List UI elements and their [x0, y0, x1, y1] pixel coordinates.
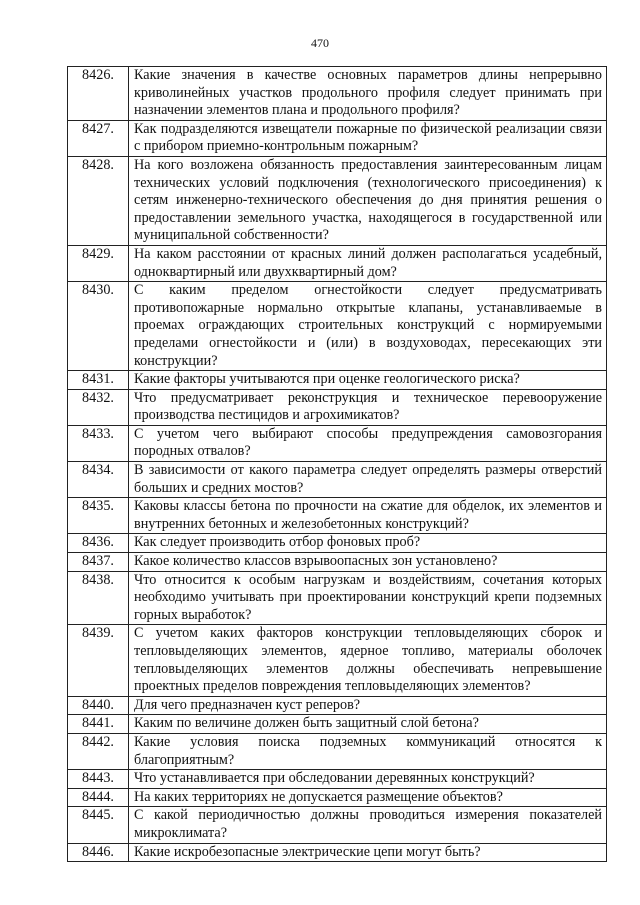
- table-row: [68, 534, 607, 553]
- question-text: На каком расстоянии от красных линий должен располагаться усадебный, одноквартирный или двухквартирный дом?: [129, 245, 607, 281]
- question-text: Для чего предназначен куст реперов?: [129, 696, 607, 715]
- table-row: [68, 571, 607, 625]
- question-number: 8443.: [68, 770, 129, 789]
- page-number: 470: [311, 36, 329, 50]
- questions-table-body: [68, 67, 607, 862]
- question-number: 8430.: [68, 282, 129, 371]
- question-text: Как следует производить отбор фоновых проб?: [129, 534, 607, 553]
- table-row: [68, 498, 607, 534]
- question-text: С учетом чего выбирают способы предупреждения самовозгорания породных отвалов?: [129, 425, 607, 461]
- question-text: С учетом каких факторов конструкции тепловыделяющих сборок и тепловыделяющих элементов, ядерное топливо, материалы оболочек тепловыделяющих элементов должны обеспечивать непревышение проектных пределов повреждения тепловыделяющих элементов?: [129, 625, 607, 696]
- question-text: Как подразделяются извещатели пожарные по физической реализации связи с прибором приемно-контрольным пожарным?: [129, 120, 607, 156]
- question-number: 8444.: [68, 788, 129, 807]
- question-number: 8438.: [68, 571, 129, 625]
- question-text: В зависимости от какого параметра следует определять размеры отверстий больших и средних мостов?: [129, 462, 607, 498]
- table-row: [68, 389, 607, 425]
- table-row: [68, 425, 607, 461]
- question-number: 8427.: [68, 120, 129, 156]
- question-number: 8428.: [68, 156, 129, 245]
- question-text: Что предусматривает реконструкция и техническое перевооружение производства пестицидов и агрохимикатов?: [129, 389, 607, 425]
- question-text: Какие факторы учитываются при оценке геологического риска?: [129, 371, 607, 390]
- question-number: 8437.: [68, 553, 129, 572]
- question-number: 8436.: [68, 534, 129, 553]
- table-row: [68, 770, 607, 789]
- question-text: Какие искробезопасные электрические цепи могут быть?: [129, 843, 607, 862]
- question-text: Какие условия поиска подземных коммуникаций относятся к благоприятным?: [129, 733, 607, 769]
- table-row: [68, 282, 607, 371]
- table-row: [68, 120, 607, 156]
- table-row: [68, 807, 607, 843]
- questions-table: [67, 66, 607, 862]
- table-row: [68, 788, 607, 807]
- question-number: 8433.: [68, 425, 129, 461]
- question-number: 8434.: [68, 462, 129, 498]
- table-row: [68, 156, 607, 245]
- question-number: 8445.: [68, 807, 129, 843]
- table-row: [68, 462, 607, 498]
- question-text: На кого возложена обязанность предоставления заинтересованным лицам технических условий подключения (технологического присоединения) к сетям инженерно-технического обеспечения до дня принятия решения о предоставлении земельного участка, находящегося в государственной или муниципальной собственности?: [129, 156, 607, 245]
- question-number: 8435.: [68, 498, 129, 534]
- question-number: 8440.: [68, 696, 129, 715]
- question-text: Какие значения в качестве основных параметров длины непрерывно криволинейных участков продольного профиля следует принимать при назначении элементов плана и продольного профиля?: [129, 67, 607, 121]
- question-number: 8439.: [68, 625, 129, 696]
- question-text: На каких территориях не допускается размещение объектов?: [129, 788, 607, 807]
- table-row: [68, 733, 607, 769]
- question-number: 8426.: [68, 67, 129, 121]
- question-text: С каким пределом огнестойкости следует предусматривать противопожарные нормально открытые клапаны, устанавливаемые в проемах ограждающих строительных конструкций с нормируемыми пределами огнестойкости и (или) в воздуховодах, пересекающих эти конструкции?: [129, 282, 607, 371]
- table-row: [68, 696, 607, 715]
- question-number: 8446.: [68, 843, 129, 862]
- question-text: Каковы классы бетона по прочности на сжатие для обделок, их элементов и внутренних бетонных и железобетонных конструкций?: [129, 498, 607, 534]
- question-number: 8442.: [68, 733, 129, 769]
- question-text: Что устанавливается при обследовании деревянных конструкций?: [129, 770, 607, 789]
- question-number: 8432.: [68, 389, 129, 425]
- table-row: [68, 625, 607, 696]
- question-number: 8441.: [68, 715, 129, 734]
- question-text: Какое количество классов взрывоопасных зон установлено?: [129, 553, 607, 572]
- question-text: Каким по величине должен быть защитный слой бетона?: [129, 715, 607, 734]
- table-row: [68, 553, 607, 572]
- question-text: С какой периодичностью должны проводиться измерения показателей микроклимата?: [129, 807, 607, 843]
- table-row: [68, 67, 607, 121]
- table-row: [68, 843, 607, 862]
- question-number: 8431.: [68, 371, 129, 390]
- table-row: [68, 715, 607, 734]
- table-row: [68, 245, 607, 281]
- question-text: Что относится к особым нагрузкам и воздействиям, сочетания которых необходимо учитывать при проектировании конструкций крепи подземных горных выработок?: [129, 571, 607, 625]
- question-number: 8429.: [68, 245, 129, 281]
- table-row: [68, 371, 607, 390]
